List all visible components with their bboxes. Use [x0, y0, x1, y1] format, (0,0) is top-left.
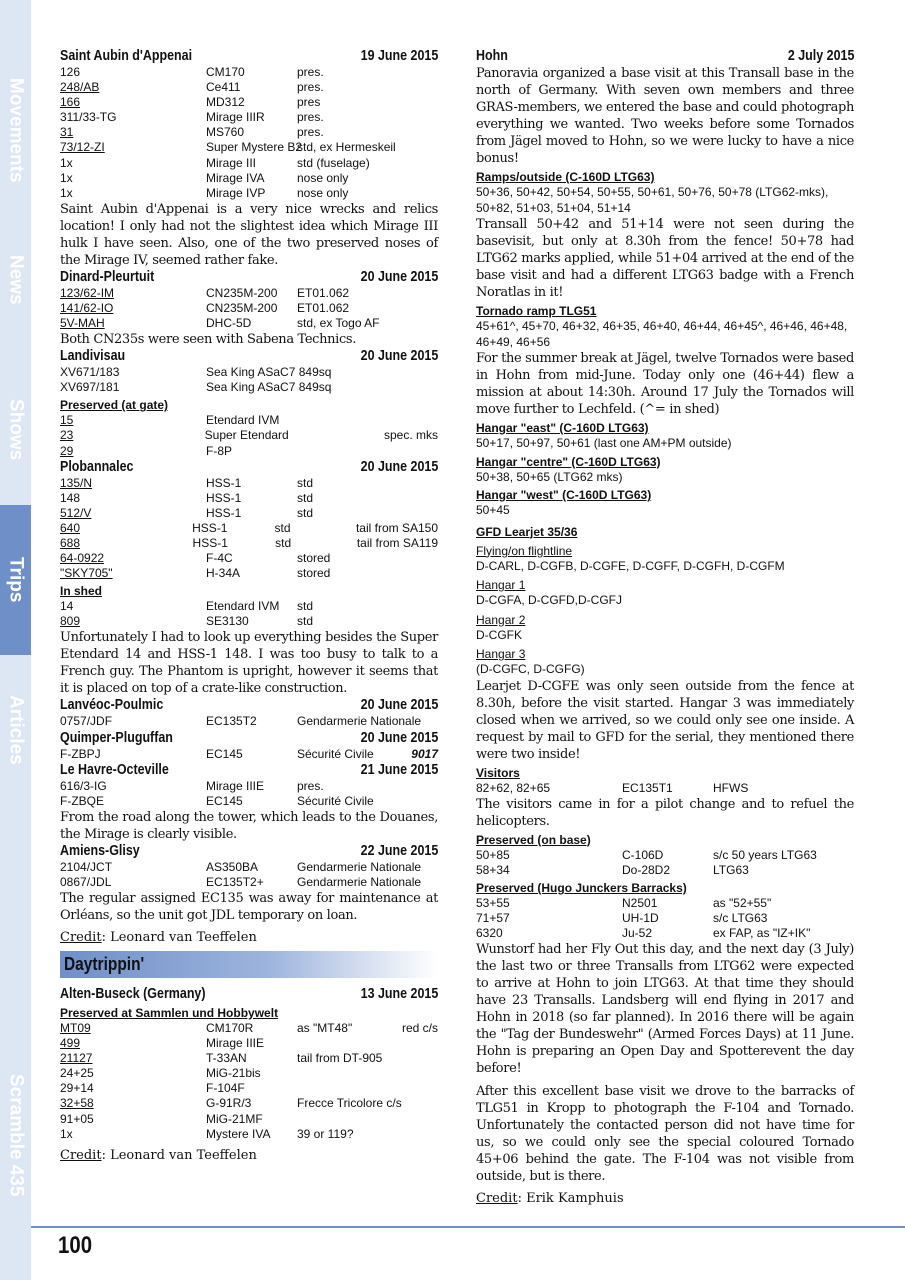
table-cell: 91+05: [60, 1111, 94, 1126]
table-cell: 73/12-ZI: [60, 140, 105, 155]
table-cell: 0757/JDF: [60, 714, 113, 729]
table-row: [60, 171, 438, 186]
table-cell: EC135T1: [622, 780, 673, 795]
table-row: [60, 1112, 438, 1127]
serial-list: D-CARL, D-CGFB, D-CGFE, D-CGFF, D-CGFH, D-CGFM: [476, 558, 785, 573]
serial-list: 50+38, 50+65 (LTG62 mks): [476, 469, 623, 484]
subheading: Tornado ramp TLG51: [476, 304, 597, 318]
table-cell: MiG-21bis: [206, 1066, 261, 1081]
table-cell: 499: [60, 1036, 81, 1051]
table-cell: tail from DT-905: [297, 1051, 383, 1066]
paragraph: Saint Aubin d'Appenai is a very nice wrecks and relics location! I only had not the slightest idea which Mirage III hulk I have seen. Also, one of the two preserved noses of the Mirage IV, seemed rather fake.: [60, 201, 438, 268]
table-cell: 1x: [60, 1126, 73, 1141]
table-cell: [387, 1081, 438, 1096]
table-cell: std, ex Togo AF: [297, 316, 380, 331]
table-cell: Ce411: [206, 80, 241, 95]
paragraph: Transall 50+42 and 51+14 were not seen during the basevisit, but only at 8.30h from the fence! 50+78 had LTG62 marks applied, while 51+04 arrived at the end of the base visit and had a different LTG63 badge with a French Noratlas in it!: [476, 217, 854, 300]
credit-line: [476, 1190, 854, 1207]
table-row: [60, 1036, 438, 1051]
table-cell: 82+62, 82+65: [476, 780, 551, 795]
table-cell: std, ex Hermeskeil: [297, 140, 396, 155]
table-cell: [297, 444, 387, 459]
paragraph: The visitors came in for a pilot change and to refuel the helicopters.: [476, 796, 854, 829]
table-cell: std (fuselage): [297, 155, 370, 170]
table-cell: Mirage IIIE: [206, 1036, 265, 1051]
table-cell: Frecce Tricolore c/s: [297, 1096, 402, 1111]
left-column: [60, 48, 438, 1164]
table-cell: 688: [60, 535, 81, 550]
subheading: GFD Learjet 35/36: [476, 524, 578, 539]
table-row: [60, 380, 438, 395]
table-cell: 58+34: [476, 862, 510, 877]
table-cell: Gendarmerie Nationale: [297, 714, 422, 729]
table-cell: std: [297, 614, 314, 629]
table-cell: 2104/JCT: [60, 859, 113, 874]
visit-date: 21 June 2015: [360, 761, 438, 778]
table-cell: 512/V: [60, 505, 92, 520]
location-title: Lanvéoc-Poulmic: [60, 697, 164, 714]
location-title: Quimper-Pluguffan: [60, 729, 173, 746]
paragraph: Panoravia organized a base visit at this Transall base in the north of Germany. With seven own members and three GRAS-members, we entered the base and could photograph everything we wanted. Two weeks before some Tornados from Jägel moved to Hohn, so we were lucky to have a nice bonus!: [476, 66, 854, 166]
table-cell: 9017: [411, 746, 438, 761]
table-row: [60, 476, 438, 491]
table-row: [60, 875, 438, 890]
visit-date: 20 June 2015: [360, 348, 438, 365]
table-cell: "SKY705": [60, 566, 113, 581]
table-row: [60, 413, 438, 428]
table-cell: Sécurité Civile: [297, 746, 374, 761]
table-cell: [297, 1112, 387, 1127]
tab-articles[interactable]: Articles: [5, 695, 27, 765]
table-cell: F-ZBPJ: [60, 746, 101, 761]
table-cell: 148: [60, 490, 81, 505]
table-cell: EC145: [206, 793, 243, 808]
table-cell: 32+58: [60, 1096, 94, 1111]
table-cell: Sea King ASaC7 849sq: [206, 380, 332, 395]
table-cell: HSS-1: [206, 490, 242, 505]
credit-name: : Erik Kamphuis: [517, 1191, 624, 1207]
table-cell: 809: [60, 614, 81, 629]
table-row: [60, 95, 438, 110]
table-row: [60, 491, 438, 506]
table-cell: CN235M-200: [206, 285, 278, 300]
table-cell: [387, 413, 438, 428]
table-cell: F-ZBQE: [60, 793, 104, 808]
table-cell: pres.: [297, 80, 324, 95]
location-title: Alten-Buseck (Germany): [60, 986, 206, 1002]
table-cell: Gendarmerie Nationale: [297, 859, 422, 874]
table-cell: HSS-1: [206, 475, 242, 490]
subheading: Flying/on flightline: [476, 543, 573, 558]
table-cell: nose only: [297, 170, 349, 185]
table-row: [60, 186, 438, 201]
table-cell: F-4C: [206, 551, 233, 566]
table-cell: Super Etendard: [204, 428, 289, 443]
section-sidebar: [0, 0, 31, 1280]
paragraph: For the summer break at Jägel, twelve Tornados were based in Hohn from mid-June. Today only one (46+44) flew a mission at about 14:30h. Around 17 July the Tornados will move further to Lechfeld. (^= in shed): [476, 351, 854, 417]
table-cell: 5V-MAH: [60, 316, 105, 331]
table-cell: 21127: [60, 1051, 93, 1066]
table-cell: [387, 551, 438, 566]
table-cell: MS760: [206, 125, 245, 140]
table-cell: Super Mystere B2: [206, 140, 303, 155]
table-cell: 1x: [60, 170, 73, 185]
location-title: Hohn: [476, 48, 508, 64]
table-cell: pres.: [297, 65, 324, 79]
table-cell: 1x: [60, 155, 73, 170]
table-cell: [387, 1127, 438, 1142]
credit-label: Credit: [476, 1191, 518, 1207]
table-cell: Etendard IVM: [206, 599, 280, 614]
tab-trips[interactable]: Trips: [0, 505, 31, 655]
paragraph: Learjet D-CGFE was only seen outside from the fence at 8.30h, before the visit started. Hangar 3 was immediately closed when we arrived, so we could only see one inside. A request by mail to GFD for the serial, they mentioned there were two inside!: [476, 678, 854, 762]
table-cell: std: [297, 475, 314, 490]
subheading: Preserved (on base): [476, 832, 591, 847]
table-cell: CN235M-200: [206, 300, 278, 315]
table-cell: MD312: [206, 95, 245, 110]
table-row: [60, 747, 438, 762]
table-row: [60, 614, 438, 629]
table-cell: MiG-21MF: [206, 1111, 263, 1126]
subheading: Preserved (Hugo Junckers Barracks): [476, 880, 687, 895]
table-cell: Sécurité Civile: [297, 793, 374, 808]
subheading: Visitors: [476, 765, 520, 780]
table-cell: pres.: [297, 110, 324, 125]
visit-date: 20 June 2015: [360, 697, 438, 714]
table-cell: 24+25: [60, 1066, 94, 1081]
table-row: [60, 1096, 438, 1111]
table-cell: 248/AB: [60, 80, 100, 95]
tab-news[interactable]: News: [5, 255, 27, 305]
table-cell: ET01.062: [297, 300, 350, 315]
table-cell: [387, 444, 438, 459]
table-row: [60, 1127, 438, 1142]
subheading: Hangar "east" (C-160D LTG63): [476, 421, 649, 435]
table-cell: std: [274, 520, 291, 535]
table-cell: s/c 50 years LTG63: [713, 847, 817, 862]
table-cell: CM170R: [206, 1021, 254, 1035]
table-cell: SE3130: [206, 614, 249, 629]
serial-list: 50+36, 50+42, 50+54, 50+55, 50+61, 50+76, 50+78 (LTG62-mks), 50+82, 51+03, 51+04, 51+14: [476, 185, 829, 215]
table-cell: EC135T2: [206, 714, 257, 729]
table-cell: ET01.062: [297, 285, 350, 300]
table-row: [60, 110, 438, 125]
table-cell: 616/3-IG: [60, 778, 107, 793]
table-cell: [297, 380, 387, 395]
credit-line: [60, 929, 438, 946]
table-cell: [297, 413, 387, 428]
table-cell: F-8P: [206, 443, 233, 458]
paragraph: The regular assigned EC135 was away for maintenance at Orléans, so the unit got JDL temporary on loan.: [60, 891, 438, 923]
subheading: In shed: [60, 584, 103, 599]
subheading: Hangar 3: [476, 647, 526, 661]
table-row: [476, 926, 854, 941]
visit-date: 19 June 2015: [360, 48, 438, 64]
table-cell: 23: [60, 428, 74, 443]
subheading: Hangar "west" (C-160D LTG63): [476, 488, 652, 502]
table-cell: Mirage IVP: [206, 185, 266, 200]
table-row: [60, 521, 438, 536]
table-row: [60, 1021, 438, 1036]
table-cell: 123/62-IM: [60, 285, 115, 300]
table-cell: 311/33-TG: [60, 110, 117, 125]
table-cell: 14: [60, 599, 74, 614]
table-cell: UH-1D: [622, 910, 659, 925]
table-cell: [387, 1066, 438, 1081]
table-cell: MT09: [60, 1021, 91, 1035]
table-cell: C-106D: [622, 847, 664, 862]
location-title: Amiens-Glisy: [60, 842, 140, 859]
table-cell: CM170: [206, 65, 245, 79]
credit-label: Credit: [60, 930, 102, 945]
subheading: Preserved (at gate): [60, 398, 169, 413]
table-row: [60, 365, 438, 380]
table-cell: EC145: [206, 746, 243, 761]
table-cell: XV697/181: [60, 380, 120, 395]
table-row: [60, 1081, 438, 1096]
table-cell: 6320: [476, 925, 503, 940]
table-cell: as "MT48": [297, 1021, 353, 1035]
table-cell: Ju-52: [622, 925, 653, 940]
table-row: [60, 599, 438, 614]
table-cell: s/c LTG63: [713, 910, 768, 925]
table-cell: spec. mks: [383, 428, 438, 443]
table-cell: 1x: [60, 185, 73, 200]
visit-date: 22 June 2015: [360, 842, 438, 859]
table-cell: [387, 566, 438, 581]
credit-name: : Leonard van Teeffelen: [101, 1147, 257, 1163]
visit-date: 20 June 2015: [360, 458, 438, 475]
table-cell: ex FAP, as "IZ+IK": [713, 925, 811, 940]
table-cell: HSS-1: [192, 535, 228, 550]
serial-list: D-CGFA, D-CGFD,D-CGFJ: [476, 593, 622, 607]
table-cell: Mirage IIIR: [206, 110, 265, 125]
section-header: [60, 459, 438, 476]
table-cell: HSS-1: [192, 520, 228, 535]
section-header: [60, 269, 438, 286]
table-cell: Mirage IIIE: [206, 778, 265, 793]
table-cell: 29+14: [60, 1081, 94, 1096]
table-row: [60, 140, 438, 155]
serial-list: 50+45: [476, 503, 510, 517]
table-cell: 166: [60, 95, 81, 110]
serial-list: 50+17, 50+97, 50+61 (last one AM+PM outside): [476, 436, 732, 450]
table-row: [60, 506, 438, 521]
table-cell: Gendarmerie Nationale: [297, 874, 422, 889]
table-cell: stored: [297, 566, 331, 581]
table-cell: N2501: [622, 895, 658, 910]
table-cell: Mystere IVA: [206, 1126, 271, 1141]
paragraph: Both CN235s were seen with Sabena Technics.: [60, 332, 356, 348]
table-cell: 640: [60, 520, 81, 535]
visit-date: 20 June 2015: [360, 729, 438, 746]
table-cell: HFWS: [713, 780, 749, 795]
table-cell: 135/N: [60, 475, 93, 490]
table-cell: G-91R/3: [206, 1096, 252, 1111]
serial-list: D-CGFK: [476, 627, 522, 642]
credit-line: [60, 1147, 438, 1164]
table-row: [60, 156, 438, 171]
table-cell: [297, 1081, 387, 1096]
table-cell: [387, 1051, 438, 1066]
table-cell: Etendard IVM: [206, 413, 280, 428]
paragraph: After this excellent base visit we drove to the barracks of TLG51 in Kropp to photograph the F-104 and Tornado. Unfortunately the contacted person did not have time for us, so we could only see the special coloured Tornado 45+06 behind the gate. The F-104 was not visible from outside, but is there.: [476, 1084, 854, 1185]
table-cell: LTG63: [713, 862, 749, 877]
location-title: Landivisau: [60, 348, 126, 365]
table-cell: 15: [60, 413, 74, 428]
table-cell: 53+55: [476, 895, 510, 910]
table-row: [60, 536, 438, 551]
table-row: [60, 779, 438, 794]
table-cell: std: [297, 505, 314, 520]
visit-date: 2 July 2015: [787, 48, 854, 64]
section-header: [60, 986, 438, 1003]
table-row: [60, 80, 438, 95]
table-cell: EC135T2+: [206, 874, 264, 889]
table-cell: tail from SA150: [355, 520, 438, 535]
table-cell: pres.: [297, 125, 324, 140]
table-cell: as "52+55": [713, 895, 772, 910]
table-row: [60, 444, 438, 459]
table-cell: [387, 1036, 438, 1051]
table-row: [60, 860, 438, 875]
subheading: Hangar "centre" (C-160D LTG63): [476, 454, 661, 469]
section-header: [60, 843, 438, 860]
location-title: Plobannalec: [60, 458, 134, 475]
table-row: [60, 286, 438, 301]
table-cell: 0867/JDL: [60, 874, 112, 889]
table-cell: 71+57: [476, 910, 510, 925]
table-cell: [387, 476, 438, 491]
table-row: [60, 316, 438, 331]
subheading: Ramps/outside (C-160D LTG63): [476, 170, 655, 184]
table-cell: 29: [60, 443, 74, 458]
tab-scramble[interactable]: Scramble 435: [5, 1073, 27, 1197]
section-header: [476, 48, 854, 65]
tab-shows[interactable]: Shows: [5, 399, 27, 461]
location-title: Saint Aubin d'Appenai: [60, 48, 193, 64]
table-cell: stored: [297, 551, 331, 566]
right-column: [476, 48, 854, 1207]
table-row: [60, 714, 438, 729]
table-cell: 141/62-IO: [60, 300, 114, 315]
section-banner: [60, 951, 438, 978]
footer-rule: [31, 1226, 905, 1228]
table-cell: red c/s: [401, 1021, 438, 1035]
location-title: Le Havre-Octeville: [60, 761, 169, 778]
table-cell: T-33AN: [206, 1051, 247, 1066]
subheading: Preserved at Sammlen und Hobbywelt: [60, 1006, 279, 1020]
section-header: [60, 697, 438, 714]
table-cell: 64-0922: [60, 551, 105, 566]
subheading: Hangar 1: [476, 578, 526, 592]
table-cell: [387, 491, 438, 506]
table-cell: std: [297, 490, 314, 505]
table-cell: pres: [297, 95, 321, 110]
table-row: [476, 896, 854, 911]
section-header: [60, 730, 438, 747]
table-cell: Mirage III: [206, 155, 257, 170]
table-row: [60, 551, 438, 566]
table-cell: AS350BA: [206, 859, 259, 874]
credit-name: : Leonard van Teeffelen: [101, 930, 257, 945]
table-cell: [387, 1096, 438, 1111]
table-cell: 31: [60, 125, 74, 140]
table-row: [476, 911, 854, 926]
table-row: [476, 863, 854, 878]
table-cell: tail from SA119: [356, 535, 438, 550]
table-cell: [297, 1036, 387, 1051]
table-cell: Mirage IVA: [206, 170, 265, 185]
table-row: [476, 781, 854, 796]
table-cell: Do-28D2: [622, 862, 671, 877]
tab-movements[interactable]: Movements: [5, 77, 27, 183]
table-cell: [297, 365, 387, 380]
table-cell: [387, 1112, 438, 1127]
table-row: [60, 65, 438, 80]
section-header: [60, 48, 438, 65]
table-cell: Sea King ASaC7 849sq: [206, 365, 332, 380]
serial-list: (D-CGFC, D-CGFG): [476, 662, 585, 676]
paragraph: Wunstorf had her Fly Out this day, and the next day (3 July) the last two or three Transalls from LTG62 were expected to arrive at Hohn to join LTG63. At that time they should have 23 Transalls. Landsberg will end flying in 2017 and Hohn in 2018 (so far planned). In 2016 there will be again the "Tag der Bundeswehr" (Armed Forces Days) at 11 June. Hohn is preparing an Open Day and Spotterevent the day before!: [476, 942, 854, 1077]
paragraph: From the road along the tower, which leads to the Douanes, the Mirage is clearly visible.: [60, 809, 438, 842]
subheading: Hangar 2: [476, 612, 526, 627]
credit-label: Credit: [60, 1147, 102, 1163]
banner-title: Daytrippin': [64, 954, 145, 974]
table-cell: H-34A: [206, 566, 241, 581]
table-cell: 126: [60, 65, 81, 79]
table-cell: std: [275, 535, 292, 550]
table-row: [60, 125, 438, 140]
visit-date: 20 June 2015: [360, 268, 438, 285]
table-row: [60, 1051, 438, 1066]
table-cell: nose only: [297, 185, 349, 200]
table-row: [60, 428, 438, 443]
table-row: [476, 848, 854, 863]
section-header: [60, 762, 438, 779]
table-cell: 39 or 119?: [297, 1126, 354, 1141]
table-cell: [387, 506, 438, 521]
section-header: [60, 348, 438, 365]
serial-list: 45+61^, 45+70, 46+32, 46+35, 46+40, 46+44, 46+45^, 46+46, 46+48, 46+49, 46+56: [476, 319, 848, 349]
table-row: [60, 794, 438, 809]
table-cell: XV671/183: [60, 365, 120, 380]
table-cell: [295, 428, 384, 443]
paragraph: Unfortunately I had to look up everything besides the Super Etendard 14 and HSS-1 148. I was too busy to talk to a French guy. The Phantom is upright, however it seems that it is placed on top of a crate-like construction.: [60, 630, 438, 697]
table-cell: F-104F: [206, 1081, 245, 1096]
table-cell: std: [297, 599, 314, 614]
table-cell: HSS-1: [206, 505, 242, 520]
table-cell: pres.: [297, 778, 324, 793]
table-row: [60, 566, 438, 581]
table-cell: 50+85: [476, 847, 510, 862]
table-cell: [297, 1066, 387, 1081]
location-title: Dinard-Pleurtuit: [60, 268, 155, 285]
table-row: [60, 1066, 438, 1081]
visit-date: 13 June 2015: [360, 986, 438, 1002]
page-number: 100: [58, 1232, 93, 1259]
table-row: [60, 301, 438, 316]
table-cell: DHC-5D: [206, 316, 252, 331]
